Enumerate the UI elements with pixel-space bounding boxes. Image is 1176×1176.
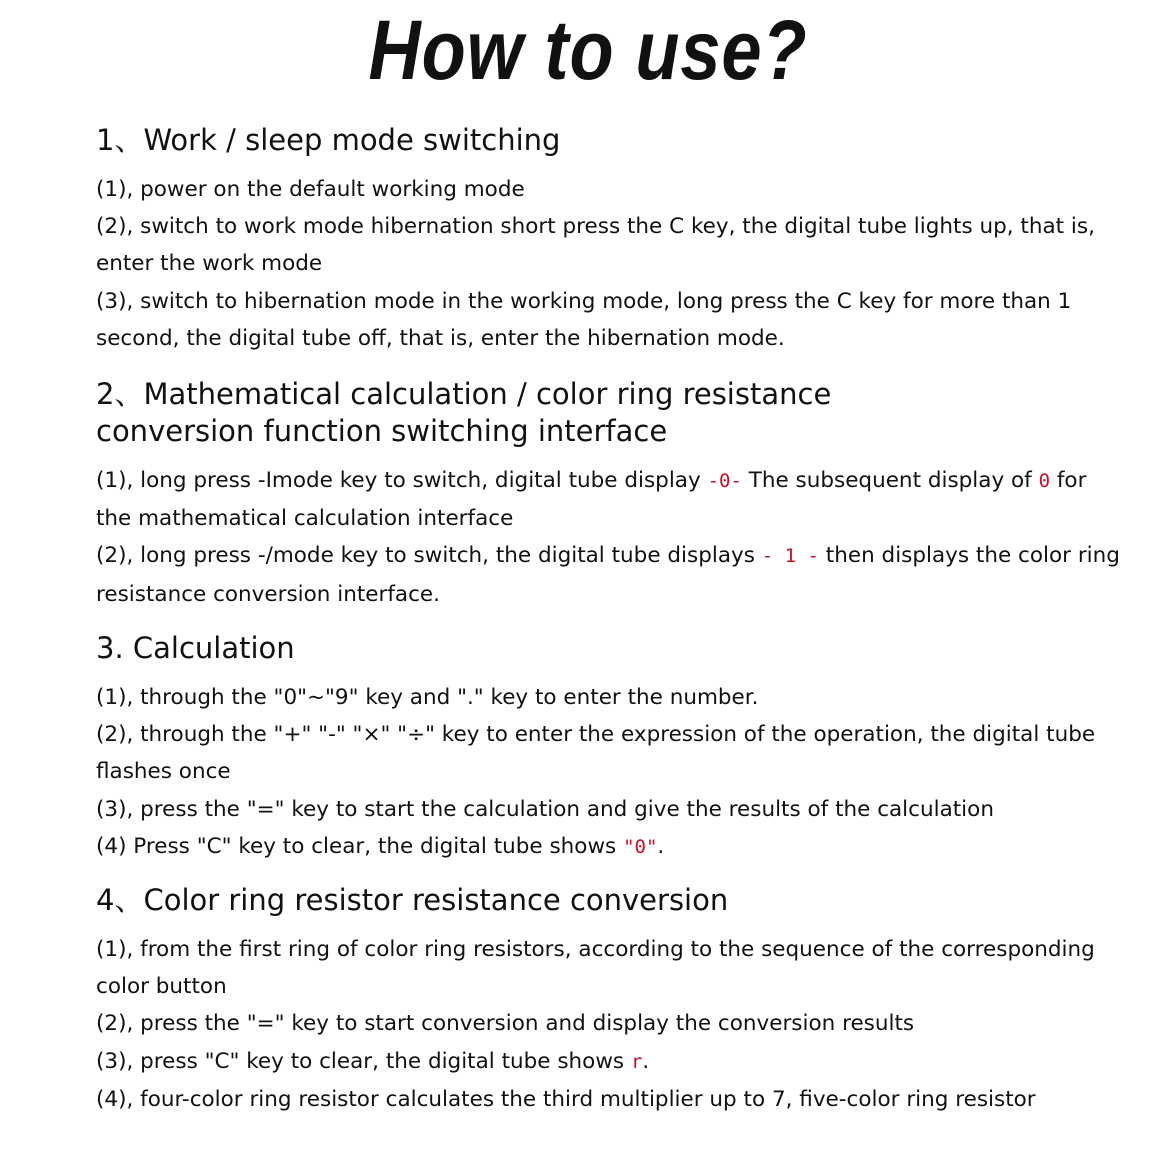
instruction-line: (4), four-color ring resistor calculates the third multiplier up to 7, five-color ring resistor — [96, 1086, 1036, 1112]
instruction-line: (2), press the "=" key to start conversion and display the conversion results — [96, 1011, 915, 1037]
heading-line: 2、Mathematical calculation / color ring resistance — [96, 377, 832, 411]
instruction-line: (1), long press -Imode key to switch, digital tube display -0- The subsequent display of 0 for — [96, 468, 1087, 493]
instruction-line: flashes once — [96, 759, 231, 785]
section-function-switching — [96, 376, 1136, 613]
heading-line: 4、Color ring resistor resistance conversion — [96, 883, 729, 917]
section-heading — [96, 630, 1136, 667]
segment-display-zero: "0" — [623, 835, 658, 858]
instruction-line: (1), power on the default working mode — [96, 177, 525, 202]
segment-display-one: - 1 - — [761, 545, 819, 568]
instruction-line: (3), press the "=" key to start the calculation and give the results of the calculation — [96, 796, 994, 822]
section-work-sleep — [96, 122, 1136, 357]
instruction-line: (4) Press "C" key to clear, the digital tube shows "0". — [96, 833, 665, 859]
instruction-line: resistance conversion interface. — [96, 581, 440, 607]
instruction-line: second, the digital tube off, that is, enter the hibernation mode. — [96, 325, 785, 351]
section-calculation — [96, 630, 1136, 866]
instruction-line: (2), switch to work mode hibernation short press the C key, the digital tube lights up, that is, — [96, 214, 1095, 240]
instruction-line: enter the work mode — [96, 251, 323, 277]
instruction-line: (1), from the first ring of color ring resistors, according to the sequence of the corresponding — [96, 937, 1095, 962]
instruction-line: (3), press "C" key to clear, the digital tube shows r. — [96, 1048, 650, 1074]
segment-display-zero: 0 — [1038, 470, 1051, 492]
section-resistor-conversion — [96, 882, 1136, 1118]
instruction-line: (2), long press -/mode key to switch, the digital tube displays - 1 - then displays the color ring — [96, 543, 1120, 569]
segment-display-r: r — [630, 1050, 643, 1073]
page-title: How to use? — [368, 3, 808, 97]
instruction-line: (3), switch to hibernation mode in the working mode, long press the C key for more than 1 — [96, 288, 1072, 314]
instruction-line: (1), through the "0"~"9" key and "." key to enter the number. — [96, 685, 759, 710]
segment-display-zero: -0- — [707, 470, 742, 492]
section-heading — [96, 376, 1136, 450]
heading-line: conversion function switching interface — [96, 414, 668, 448]
instruction-line: color button — [96, 974, 227, 1000]
instruction-line: the mathematical calculation interface — [96, 506, 514, 532]
heading-line: 3. Calculation — [96, 631, 295, 665]
section-heading — [96, 122, 1136, 159]
heading-line: 1、Work / sleep mode switching — [96, 123, 561, 157]
instruction-line: (2), through the "+" "-" "×" "÷" key to enter the expression of the operation, the digital tube — [96, 722, 1096, 748]
section-heading — [96, 882, 1136, 919]
